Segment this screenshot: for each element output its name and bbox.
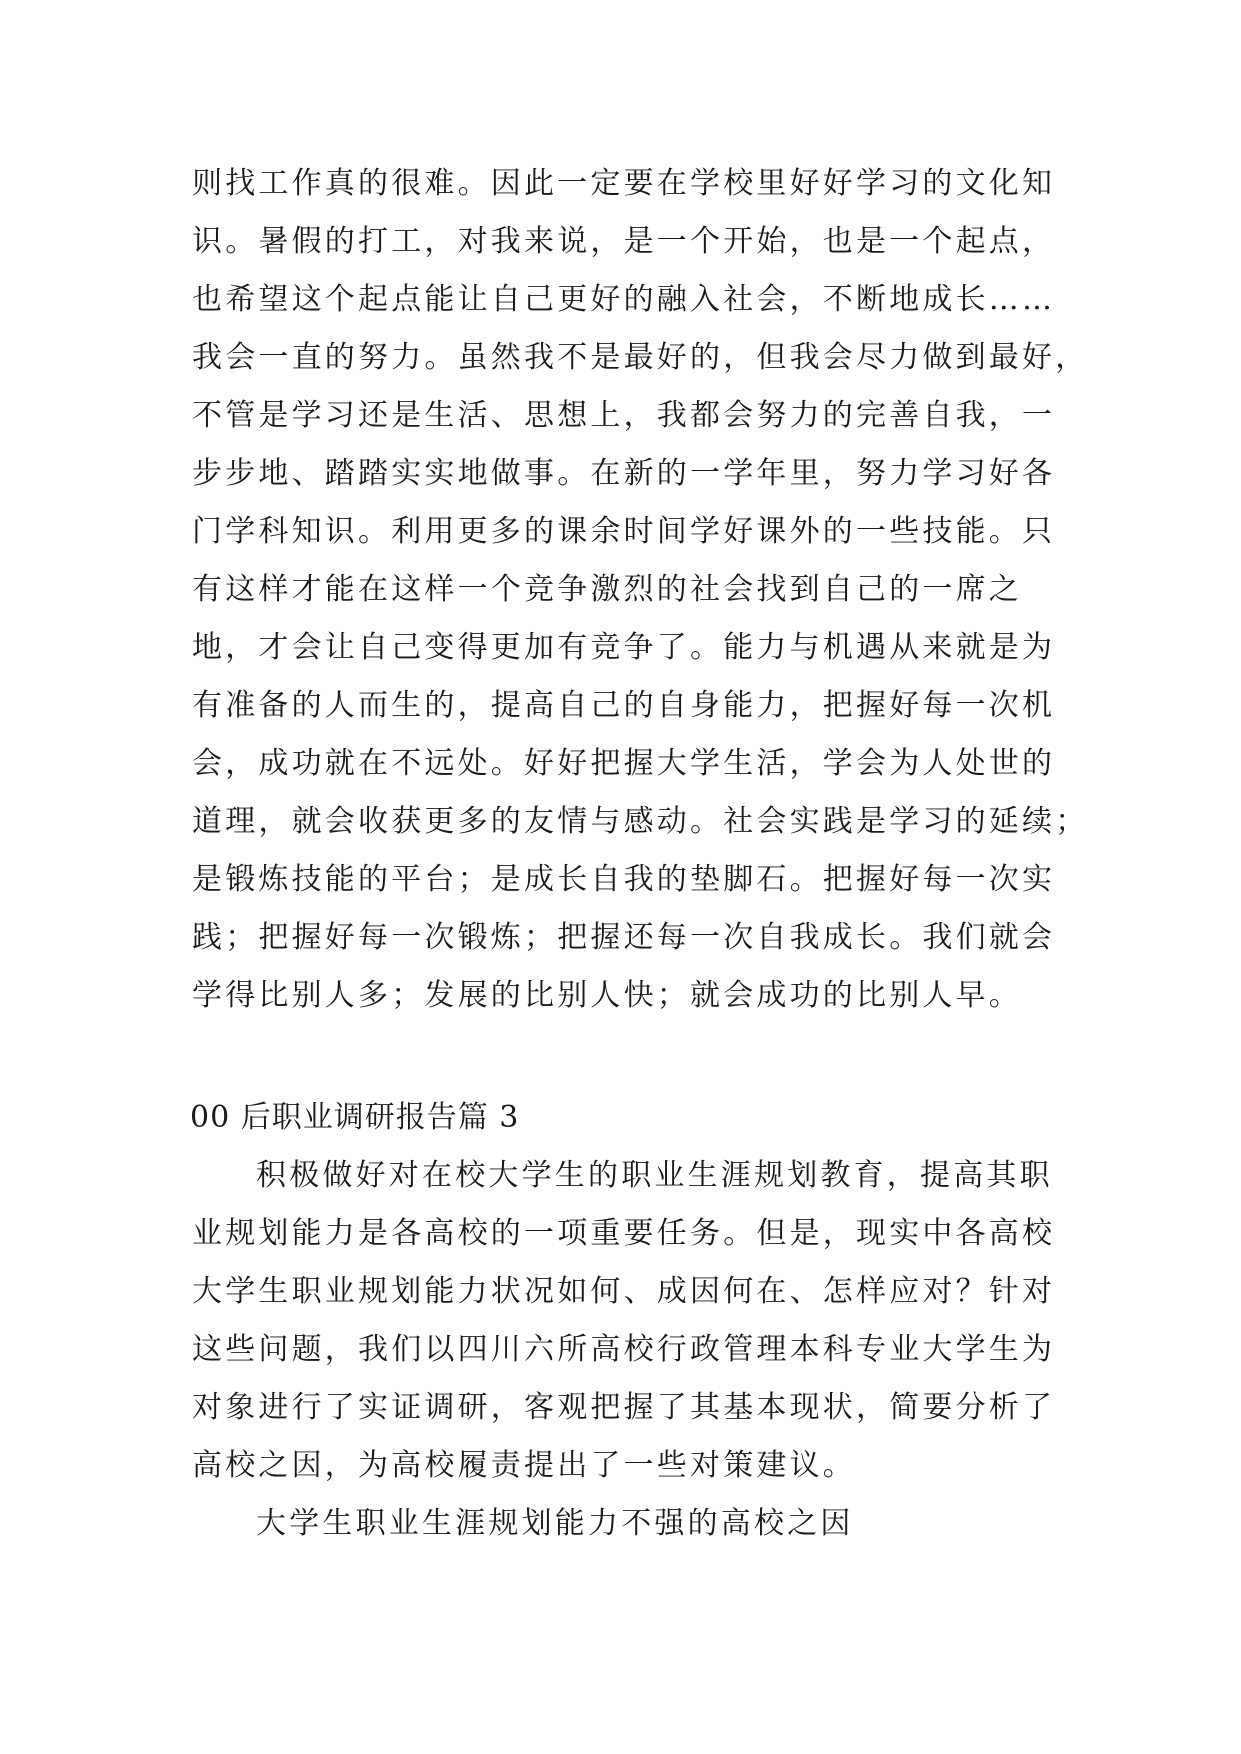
continued-paragraph <box>192 155 1089 1025</box>
text-line: 会，成功就在不远处。好好把握大学生活，学会为人处世的 <box>192 746 1056 781</box>
text-line: 步步地、踏踏实实地做事。在新的一学年里，努力学习好各 <box>192 456 1056 491</box>
text-line: 学得比别人多；发展的比别人快；就会成功的比别人早。 <box>192 978 1022 1013</box>
text-line: 这些问题，我们以四川六所高校行政管理本科专业大学生为 <box>192 1332 1056 1367</box>
text-line: 识。暑假的打工，对我来说，是一个开始，也是一个起点， <box>192 224 1056 259</box>
text-line: 践；把握好每一次锻炼；把握还每一次自我成长。我们就会 <box>192 920 1056 955</box>
text-line: 道理，就会收获更多的友情与感动。社会实践是学习的延续； <box>192 804 1089 839</box>
paragraph-first-line: 积极做好对在校大学生的职业生涯规划教育，提高其职 <box>256 1158 1053 1193</box>
text-line: 我会一直的努力。虽然我不是最好的，但我会尽力做到最好， <box>192 340 1089 375</box>
text-line: 高校之因，为高校履责提出了一些对策建议。 <box>192 1448 856 1483</box>
text-line: 不管是学习还是生活、思想上，我都会努力的完善自我，一 <box>192 398 1056 433</box>
text-line: 有准备的人而生的，提高自己的自身能力，把握好每一次机 <box>192 688 1056 723</box>
section-body <box>192 1147 1056 1553</box>
section-heading: 00 后职业调研报告篇 3 <box>190 1100 520 1135</box>
text-line: 门学科知识。利用更多的课余时间学好课外的一些技能。只 <box>192 514 1056 549</box>
text-line: 业规划能力是各高校的一项重要任务。但是，现实中各高校 <box>192 1216 1056 1251</box>
text-line: 地，才会让自己变得更加有竞争了。能力与机遇从来就是为 <box>192 630 1056 665</box>
text-line: 大学生职业规划能力状况如何、成因何在、怎样应对？针对 <box>192 1274 1056 1309</box>
text-line: 则找工作真的很难。因此一定要在学校里好好学习的文化知 <box>192 166 1056 201</box>
text-line: 是锻炼技能的平台；是成长自我的垫脚石。把握好每一次实 <box>192 862 1056 897</box>
text-line: 也希望这个起点能让自己更好的融入社会，不断地成长…… <box>192 282 1056 317</box>
subheading-line: 大学生职业生涯规划能力不强的高校之因 <box>256 1506 854 1541</box>
text-line: 有这样才能在这样一个竞争激烈的社会找到自己的一席之 <box>192 572 1022 607</box>
text-line: 对象进行了实证调研，客观把握了其基本现状，简要分析了 <box>192 1390 1056 1425</box>
